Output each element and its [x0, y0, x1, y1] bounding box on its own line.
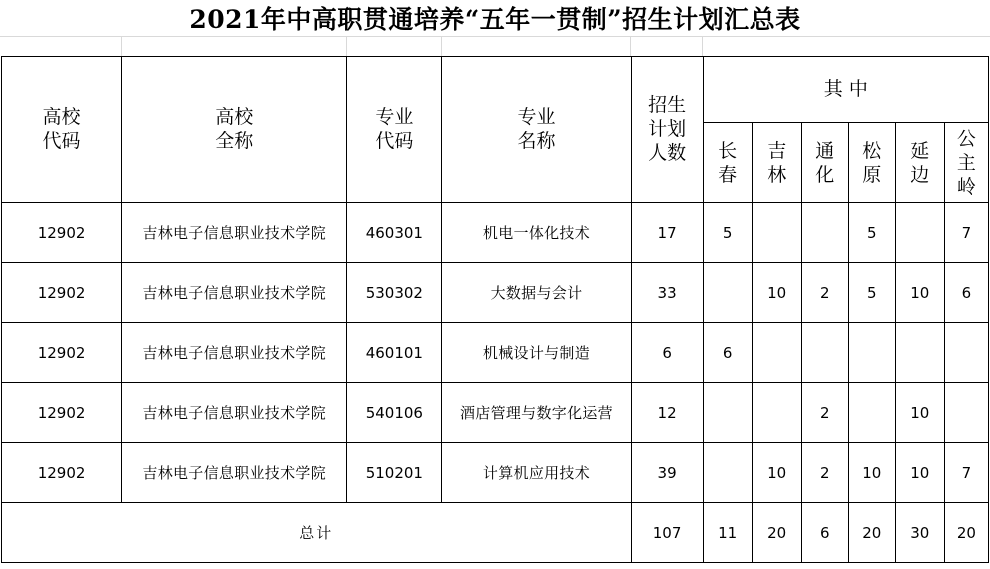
cell-school-name: 吉林电子信息职业技术学院 — [122, 263, 347, 323]
cell-gongzhuling: 7 — [944, 203, 988, 263]
cell-changchun: 6 — [703, 323, 752, 383]
cell-yanbian — [895, 203, 944, 263]
total-songyuan: 20 — [848, 503, 895, 563]
header-city-gongzhuling: 公主岭 — [944, 123, 988, 203]
total-row — [2, 503, 989, 563]
cell-major-code: 510201 — [347, 443, 442, 503]
header-school-name: 高校全称 — [122, 57, 347, 203]
cell-jilin — [752, 383, 801, 443]
header-city-yanbian: 延边 — [895, 123, 944, 203]
cell-jilin: 10 — [752, 263, 801, 323]
cell-school-name: 吉林电子信息职业技术学院 — [122, 203, 347, 263]
cell-school-code: 12902 — [2, 203, 122, 263]
cell-school-name: 吉林电子信息职业技术学院 — [122, 443, 347, 503]
cell-major-code: 540106 — [347, 383, 442, 443]
cell-songyuan: 5 — [848, 203, 895, 263]
cell-major-name: 机械设计与制造 — [442, 323, 631, 383]
cell-jilin: 10 — [752, 443, 801, 503]
cell-plan: 6 — [631, 323, 703, 383]
cell-changchun — [703, 383, 752, 443]
cell-school-code: 12902 — [2, 383, 122, 443]
header-major-name: 专业名称 — [442, 57, 631, 203]
cell-major-name: 机电一体化技术 — [442, 203, 631, 263]
total-plan: 107 — [631, 503, 703, 563]
cell-major-name: 酒店管理与数字化运营 — [442, 383, 631, 443]
header-city-songyuan: 松原 — [848, 123, 895, 203]
cell-tonghua: 2 — [801, 443, 848, 503]
cell-gongzhuling — [944, 383, 988, 443]
cell-songyuan: 10 — [848, 443, 895, 503]
total-gongzhuling: 20 — [944, 503, 988, 563]
table-row — [2, 263, 989, 323]
header-of-which: 其 中 — [703, 57, 988, 123]
cell-school-code: 12902 — [2, 443, 122, 503]
cell-jilin — [752, 323, 801, 383]
enrollment-plan-table — [1, 56, 989, 563]
cell-major-name: 计算机应用技术 — [442, 443, 631, 503]
header-plan-count: 招生计划人数 — [631, 57, 703, 203]
cell-major-code: 530302 — [347, 263, 442, 323]
header-city-jilin: 吉林 — [752, 123, 801, 203]
cell-major-name: 大数据与会计 — [442, 263, 631, 323]
page-title: 2021年中高职贯通培养“五年一贯制”招生计划汇总表 — [189, 5, 801, 34]
spacer-row — [0, 36, 990, 56]
cell-changchun — [703, 263, 752, 323]
cell-school-code: 12902 — [2, 323, 122, 383]
cell-songyuan: 5 — [848, 263, 895, 323]
cell-plan: 12 — [631, 383, 703, 443]
cell-changchun — [703, 443, 752, 503]
cell-tonghua: 2 — [801, 263, 848, 323]
total-yanbian: 30 — [895, 503, 944, 563]
header-city-tonghua: 通化 — [801, 123, 848, 203]
cell-major-code: 460101 — [347, 323, 442, 383]
total-tonghua: 6 — [801, 503, 848, 563]
table-row — [2, 203, 989, 263]
cell-tonghua — [801, 323, 848, 383]
cell-major-code: 460301 — [347, 203, 442, 263]
table-row — [2, 443, 989, 503]
cell-yanbian: 10 — [895, 263, 944, 323]
cell-gongzhuling: 6 — [944, 263, 988, 323]
cell-tonghua — [801, 203, 848, 263]
cell-gongzhuling — [944, 323, 988, 383]
cell-gongzhuling: 7 — [944, 443, 988, 503]
cell-yanbian — [895, 323, 944, 383]
header-school-code: 高校代码 — [2, 57, 122, 203]
total-label: 总计 — [2, 503, 632, 563]
cell-plan: 33 — [631, 263, 703, 323]
header-city-changchun: 长春 — [703, 123, 752, 203]
cell-songyuan — [848, 383, 895, 443]
total-changchun: 11 — [703, 503, 752, 563]
table-row — [2, 383, 989, 443]
cell-school-code: 12902 — [2, 263, 122, 323]
cell-changchun: 5 — [703, 203, 752, 263]
cell-yanbian: 10 — [895, 443, 944, 503]
cell-plan: 17 — [631, 203, 703, 263]
table-row — [2, 323, 989, 383]
cell-school-name: 吉林电子信息职业技术学院 — [122, 383, 347, 443]
cell-plan: 39 — [631, 443, 703, 503]
cell-jilin — [752, 203, 801, 263]
cell-tonghua: 2 — [801, 383, 848, 443]
header-major-code: 专业代码 — [347, 57, 442, 203]
cell-yanbian: 10 — [895, 383, 944, 443]
cell-school-name: 吉林电子信息职业技术学院 — [122, 323, 347, 383]
total-jilin: 20 — [752, 503, 801, 563]
cell-songyuan — [848, 323, 895, 383]
